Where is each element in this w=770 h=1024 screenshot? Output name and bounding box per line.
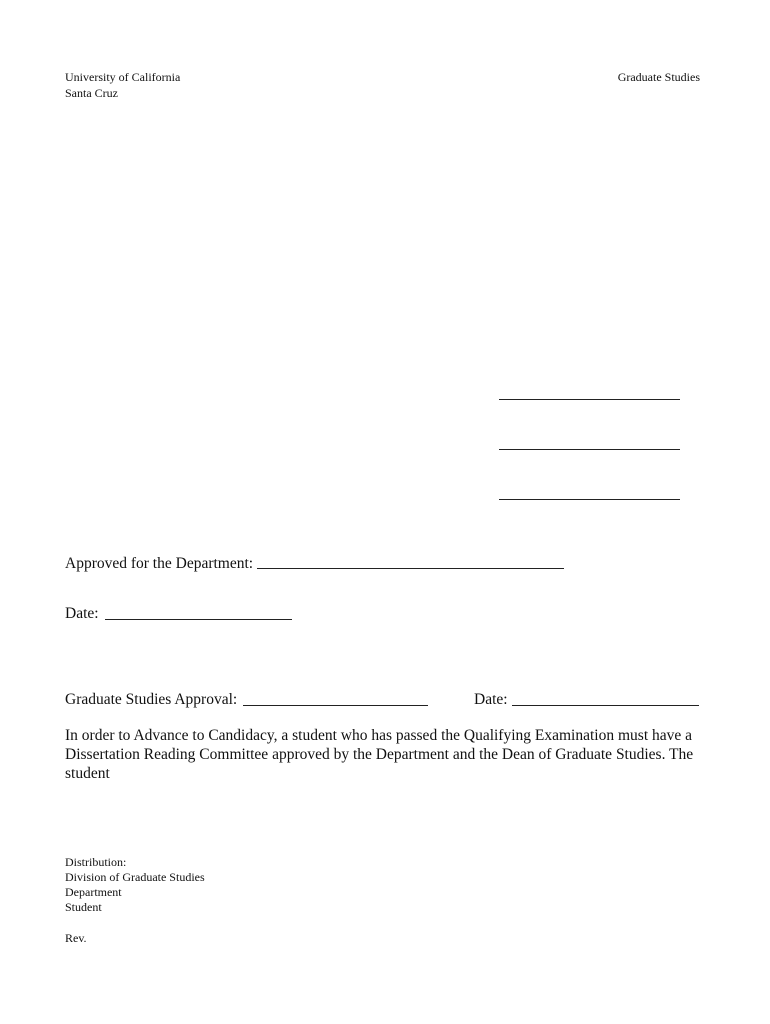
grad-studies-signature-line[interactable] [243, 705, 428, 706]
grad-studies-date-label: Date: [474, 691, 508, 708]
grad-studies-approval-label: Graduate Studies Approval: [65, 691, 238, 708]
office-name: Graduate Studies [617, 70, 700, 84]
revision-label: Rev. [65, 931, 87, 945]
signature-line-2[interactable] [499, 449, 680, 450]
department-date-line[interactable] [105, 619, 292, 620]
distribution-item: Division of Graduate Studies [65, 870, 205, 884]
distribution-item: Department [65, 885, 122, 899]
department-approval-signature-line[interactable] [257, 568, 564, 569]
university-name: University of California [65, 70, 181, 84]
distribution-item: Student [65, 900, 102, 914]
distribution-title: Distribution: [65, 855, 127, 869]
department-date-label: Date: [65, 605, 99, 622]
grad-studies-date-line[interactable] [512, 705, 699, 706]
candidacy-instructions: In order to Advance to Candidacy, a student who has passed the Qualifying Examination must have a Dissertation Reading Committee approved by the Department and the Dean of Graduate Studies. The student [65, 727, 694, 782]
department-approval-label: Approved for the Department: [65, 555, 254, 572]
signature-line-1[interactable] [499, 399, 680, 400]
signature-line-3[interactable] [499, 499, 680, 500]
campus-name: Santa Cruz [65, 86, 118, 100]
